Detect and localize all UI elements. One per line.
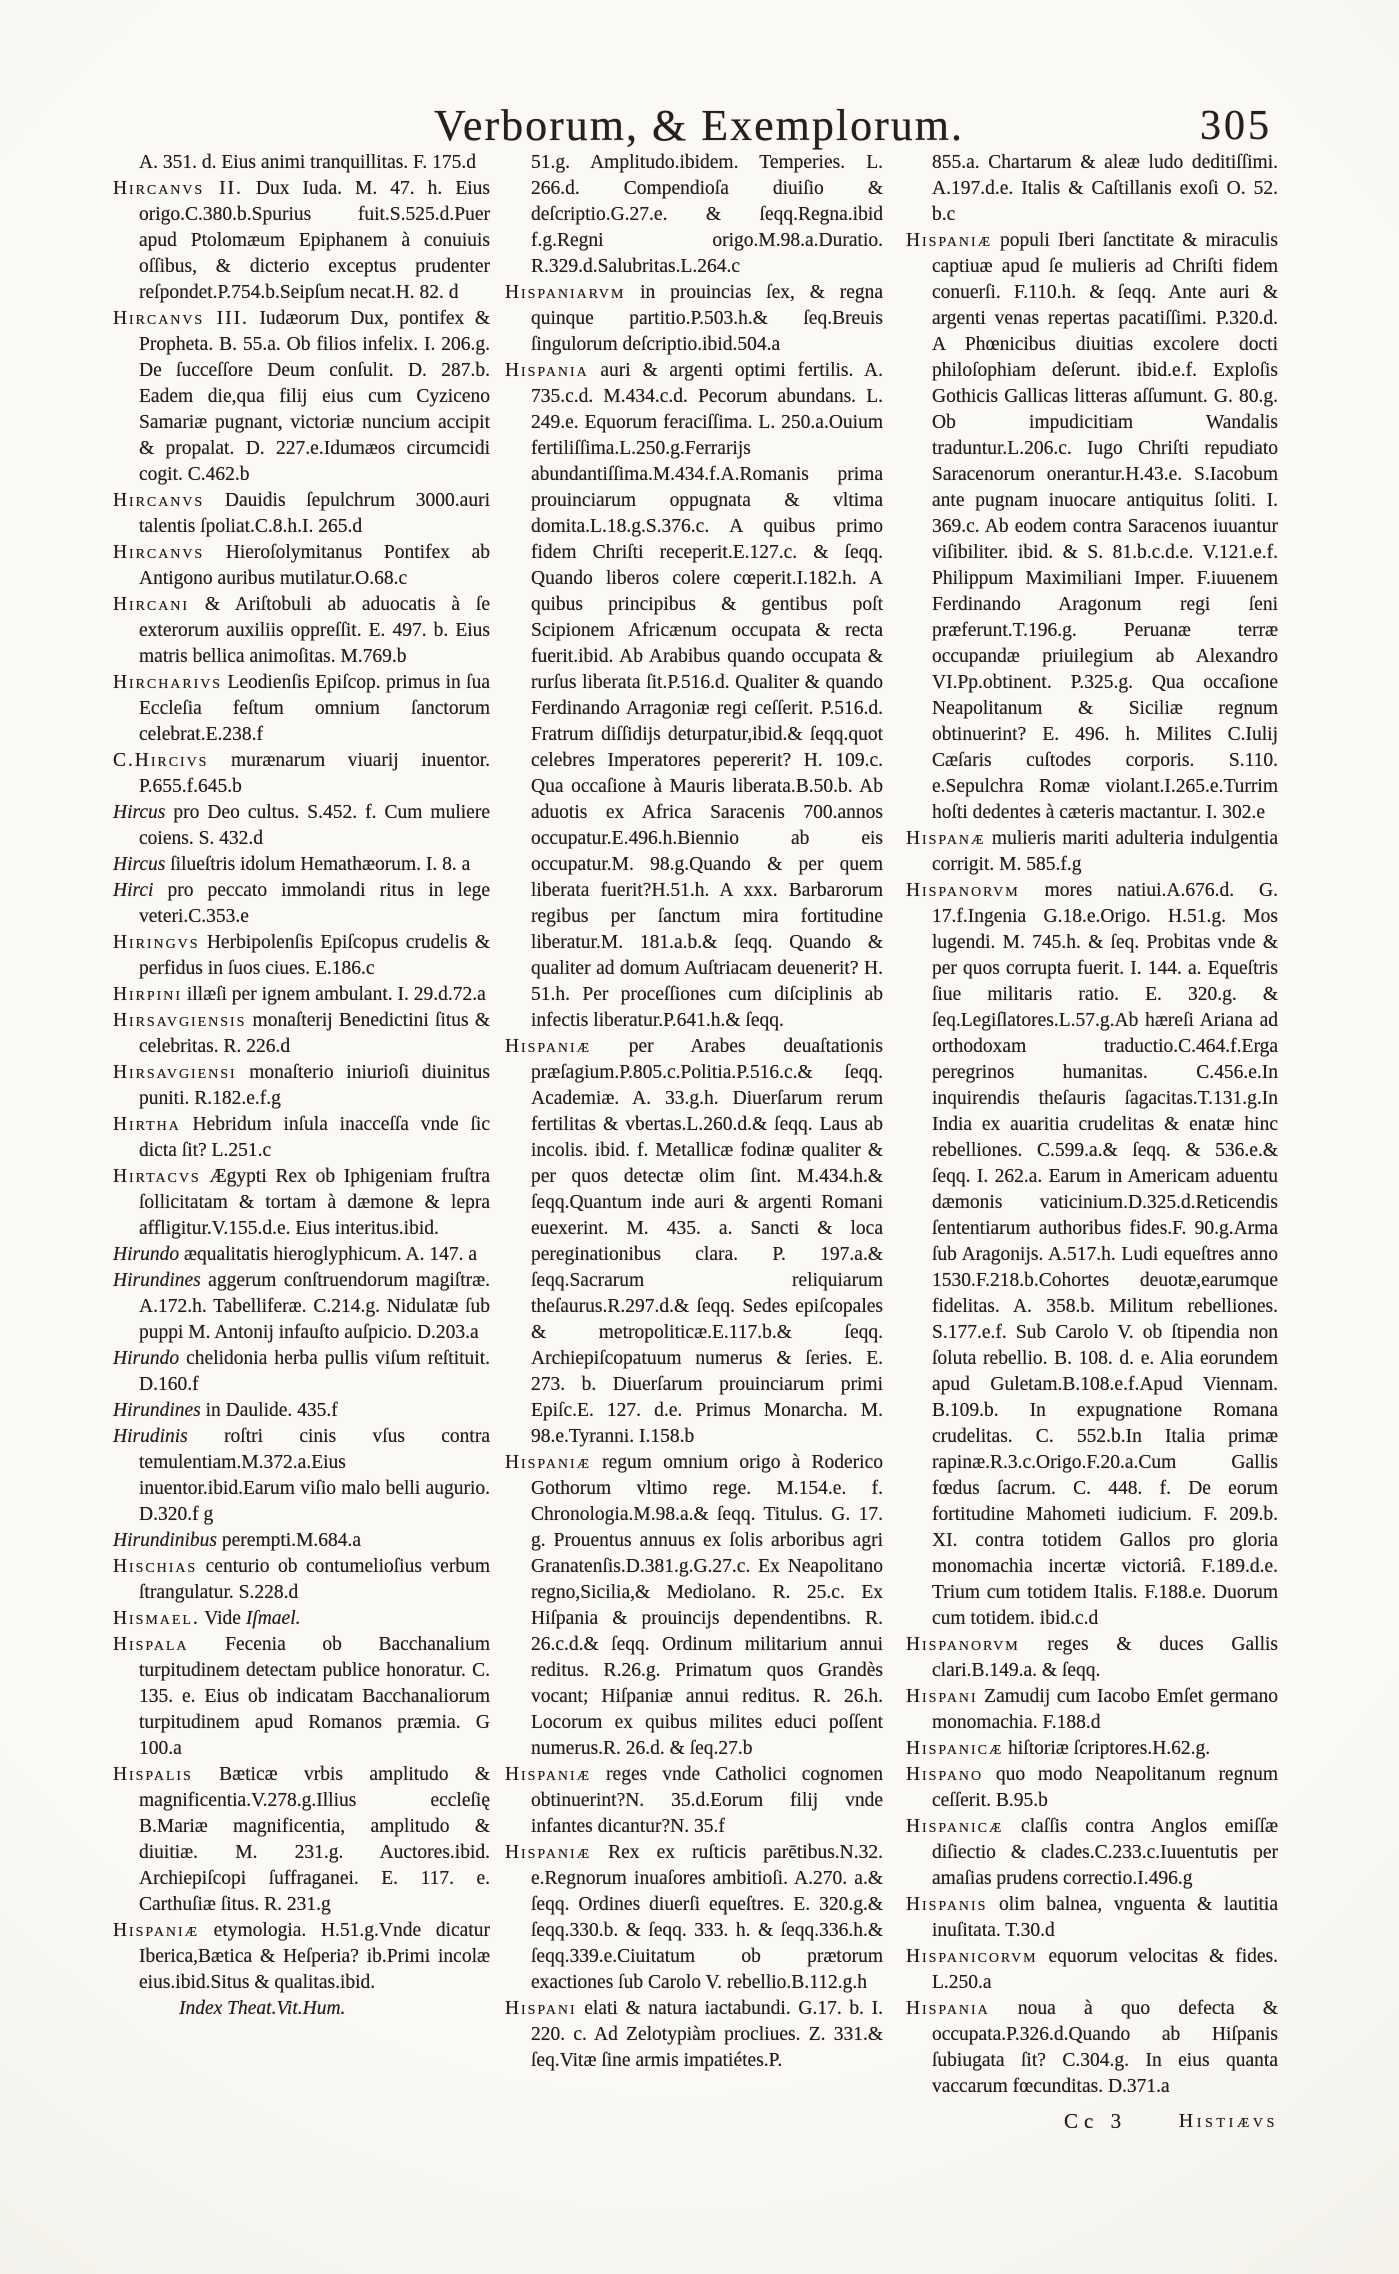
index-entry: Hispaniæ etymologia. H.51.g.Vnde dicatur Iberica,Bætica & Heſperia? ib.Primi incolæ eius.ibid.Situs & qualitas.ibid. <box>113 1920 490 1993</box>
entry-headword: Hirtacvs <box>113 1166 201 1187</box>
entry-headword: Hispanorvm <box>906 1634 1020 1655</box>
entry-headword: Hispalis <box>113 1764 193 1785</box>
index-entry: Hircus ſilueſtris idolum Hemathæorum. I. 8. a <box>113 854 471 875</box>
entry-headword: Hismael. <box>113 1608 200 1629</box>
index-entry: Hispanicæ claſſis contra Anglos emiſſæ diſiectio & clades.C.233.c.Iuuentutis per amaſias prudens correctio.I.496.g <box>906 1816 1279 1889</box>
index-entry: Hismael. Vide Iſmael. <box>113 1608 301 1629</box>
index-entry: Hispanæ mulieris mariti adulteria indulgentia corrigit. M. 585.f.g <box>906 828 1279 875</box>
signature-line: Index Theat.Vit.Hum. <box>179 1998 346 2019</box>
entry-headword: Hispanæ <box>906 828 986 849</box>
index-entry: Hispaniæ populi Iberi ſanctitate & miraculis captiuæ apud ſe mulieris ad Chriſti fidem conuerſi. F.110.h. & ſeqq. Ante auri & argenti venas repertas pacatiſſimi. P.320.d. A Phœnicibus diuitias excolere docti philoſophiam deſerunt. ibid.e.f. Exploſis Gothicis Gallicas litteras aſſumunt. G. 80.g. Ob impudicitiam Wandalis traduntur.L.206.c. Iugo Chriſti repudiato Saracenorum onerantur.H.43.e. S.Iacobum ante pugnam inuocare antiquitus ſoliti. I. 369.c. Ab eodem contra Saracenos iuuantur viſibiliter. ibid. & S. 81.b.c.d.e. V.121.e.f. Philippum Maximiliani Imper. F.iuuenem Ferdinando Aragonum regi ſeni præferunt.T.196.g. Peruanæ terræ occupandæ priuilegium ab Alexandro VI.Pp.obtinent. P.325.g. Qua occaſione Neapolitanum & Siciliæ regnum obtinuerint? E. 496. h. Milites C.Iulij Cæſaris cuſtodes corporis. S.110. e.Sepulchra Romæ violant.I.265.e.Turrim hoſti dedentes à cæteris mactantur. I. 302.e <box>906 230 1279 823</box>
entry-headword: Hirudinis <box>113 1426 188 1447</box>
index-entry: Hirtacvs Ægypti Rex ob Iphigeniam fruſtra ſollicitatam & tortam à dæmone & lepra affligitur.V.155.d.e. Eius interitus.ibid. <box>113 1166 490 1239</box>
index-entry: Hircharivs Leodienſis Epiſcop. primus in ſua Eccleſia feſtum omnium ſanctorum celebrat.E.238.f <box>113 672 490 745</box>
entry-headword: Hispania <box>906 1998 990 2019</box>
index-entry: Hispaniæ per Arabes deuaſtationis præſagium.P.805.c.Politia.P.516.c.& ſeqq. Academiæ. A. 33.g.h. Diuerſarum rerum fertilitas & vbertas.L.260.d.& ſeqq. Laus ab incolis. ibid. f. Metallicæ fodinæ qualiter & per quos detectæ olim ſint. M.434.h.& ſeqq.Quantum inde auri & argenti Romani euexerint. M. 435. a. Sancti & loca pereginationibus clara. P. 197.a.& ſeqq.Sacrarum reliquiarum theſaurus.R.297.d.& ſeqq. Sedes epiſcopales & metropoliticæ.E.117.b.& ſeqq. Archiepiſcopatuum numerus & ſeries. E. 273. b. Diuerſarum prouinciarum primi Epiſc.E. 127. d.e. Primus Monarcha. M. 98.e.Tyranni. I.158.b <box>505 1036 883 1447</box>
entry-headword: Hispala <box>113 1634 189 1655</box>
signature-mark: Cc 3 <box>1064 2109 1128 2133</box>
entry-headword: Hircus <box>113 802 166 823</box>
entry-headword: Hispaniæ <box>113 1920 199 1941</box>
index-entry: Hirundines aggerum conſtruendorum magiſtræ. A.172.h. Tabelliferæ. C.214.g. Nidulatæ ſub puppi M. Antonij infauſto auſpicio. D.203.a <box>113 1270 490 1343</box>
entry-headword: Hircanvs II. <box>113 178 243 199</box>
entry-headword: Hircharivs <box>113 672 223 693</box>
index-entry: Hischias centurio ob contumelioſius verbum ſtrangulatur. S.228.d <box>113 1556 490 1603</box>
entry-headword: Hispaniæ <box>505 1764 591 1785</box>
index-entry: Hispania auri & argenti optimi fertilis. A. 735.c.d. M.434.c.d. Pecorum abundans. L. 249.e. Equorum feraciſſima. L. 250.a.Ouium fertiliſſima.L.250.g.Ferrarijs abundantiſſima.M.434.f.A.Romanis prima prouinciarum oppugnata & vltima domita.L.18.g.S.376.c. A quibus primo fidem Chriſti receperit.E.127.c. & ſeqq. Quando liberos colere cœperit.I.182.h. A quibus principibus & gentibus poſt Scipionem Africænum occupata & recta fuerit.ibid. Ab Arabibus quando occupata & rurſus liberata ſit.P.516.d. Qualiter & quando Ferdinando Arragoniæ regi ceſſerit. P.516.d. Fratrum diſſidijs deturpatur,ibid.& ſeqq.quot celebres Imperatores pepererit? H. 109.c. Qua occaſione à Mauris liberata.B.50.b. Ab aduotis ex Africa Saracenis 700.annos occupatur.E.496.h.Biennio ab eis occupatur.M. 98.g.Quando & per quem liberata fuerit?H.51.h. A xxx. Barbarorum regibus per ſanctum mira fortitudine liberatur.M. 181.a.b.& ſeqq. Quando & qualiter ad domum Auſtriacam deuenerit? H. 51.h. Per proceſſiones cum diſciplinis ab infectis liberatur.P.641.h.& ſeqq. <box>505 360 884 1031</box>
entry-headword: Hispano <box>906 1764 984 1785</box>
entry-headword: Hispaniæ <box>505 1036 591 1057</box>
entry-headword: Hispanicæ <box>906 1816 1004 1837</box>
entry-headword: Hispaniæ <box>906 230 992 251</box>
entry-headword: Hispani <box>906 1686 978 1707</box>
index-entry: Hispano quo modo Neapolitanum regnum ceſſerit. B.95.b <box>906 1764 1279 1811</box>
page-number: 305 <box>1200 103 1272 149</box>
index-entry: Hircanvs Hieroſolymitanus Pontifex ab Antigono auribus mutilatur.O.68.c <box>113 542 491 589</box>
entry-headword: Hirundinibus <box>113 1530 218 1551</box>
entry-headword: C.Hircivs <box>113 750 209 771</box>
index-entry: Hispaniæ regum omnium origo à Roderico Gothorum vltimo rege. M.154.e. f. Chronologia.M.98.a.& ſeqq. Titulus. G. 17. g. Prouentus annuus ex ſolis arboribus agri Granatenſis.D.381.g.G.27.c. Ex Neapolitano regno,Sicilia,& Mediolano. R. 25.c. Ex Hiſpania & prouincijs dependentibns. R. 26.c.d.& ſeqq. Ordinum militarium annui reditus. R.26.g. Primatum quos Grandès vocant; Hiſpaniæ annui reditus. R. 26.h. Locorum ex quibus milites educi poſſent numerus.R. 26.d. & ſeq.27.b <box>505 1452 883 1759</box>
index-entry: Hispanorvm mores natiui.A.676.d. G. 17.f.Ingenia G.18.e.Origo. H.51.g. Mos lugendi. M. 745.h. & ſeq. Probitas vnde & per quos corrupta fuerit. I. 144. a. Equeſtris ſiue militaris ratio. E. 320.g. & ſeq.Legiſlatores.L.57.g.Ab hæreſi Ariana ad orthodoxam traductio.C.464.f.Erga peregrinos humanitas. C.456.e.In inquirendis theſauris ſagacitas.T.131.g.In India ex auaritia crudelitas & enatæ hinc rebelliones. C.599.a.& ſeqq. & 536.e.& ſeqq. I. 262.a. Earum in Americam aduentu dæmonis vaticinium.D.325.d.Reticendis ſententiarum authoribus fides.F. 90.g.Arma ſub Aragonijs. A.517.h. Ludi equeſtres anno 1530.F.218.b.Cohortes deuotæ,earumque fidelitas. A. 358.b. Militum rebelliones. S.177.e.f. Sub Carolo V. ob ſtipendia non ſoluta rebellio. B. 108. d. e. Alia eorundem apud Guletam.B.108.e.f.Apud Viennam. B.109.b. In expugnatione Romana crudelitas. C. 552.b.In Italia primæ rapinæ.R.3.c.Origo.F.20.a.Cum Gallis fœdus ſacrum. C. 448. f. De eorum fortitudine Mahometi iudicium. F. 209.b. XI. contra totidem Gallos pro gloria monomachia incertæ victoriâ. F.189.d.e. Trium cum totidem Italis. F.188.e. Duorum cum totidem. ibid.c.d <box>906 880 1278 1629</box>
index-entry: Hispanicæ hiſtoriæ ſcriptores.H.62.g. <box>906 1738 1211 1759</box>
index-entry: Hirundines in Daulide. 435.f <box>113 1400 338 1421</box>
index-entry: Hispaniæ reges vnde Catholici cognomen obtinuerint?N. 35.d.Eorum filij vnde infantes dicantur?N. 35.f <box>505 1764 884 1837</box>
index-entry: Hispaniarvm in prouincias ſex, & regna quinque partitio.P.503.h.& ſeq.Breuis ſingulorum deſcriptio.ibid.504.a <box>505 282 883 355</box>
index-entry: Hircanvs II. Dux Iuda. M. 47. h. Eius origo.C.380.b.Spurius fuit.S.525.d.Puer apud Ptolomæum Epiphanem à conuiuis oſſibus, & dicterio exceptus prudenter reſpondet.P.754.b.Seipſum necat.H. 82. d <box>113 178 490 303</box>
index-entry: C.Hircivs murænarum viuarij inuentor. P.655.f.645.b <box>113 750 491 797</box>
index-entry: Hirundo æqualitatis hieroglyphicum. A. 147. a <box>113 1244 477 1265</box>
index-entry: Hirundinibus perempti.M.684.a <box>113 1530 362 1551</box>
entry-headword: Hirsavgiensi <box>113 1062 237 1083</box>
index-entry: Hircus pro Deo cultus. S.452. f. Cum muliere coiens. S. 432.d <box>113 802 490 849</box>
entry-headword: Hirundines <box>113 1270 201 1291</box>
index-entry: Hirsavgiensi monaſterio iniurioſi diuinitus puniti. R.182.e.f.g <box>113 1062 490 1109</box>
index-entry: 51.g. Amplitudo.ibidem. Temperies. L. 266.d. Compendioſa diuiſio & deſcriptio.G.27.e. & ſeqq.Regna.ibid f.g.Regni origo.M.98.a.Duratio. R.329.d.Salubritas.L.264.c <box>531 152 883 277</box>
index-entry: Hirundo chelidonia herba pullis viſum reſtituit. D.160.f <box>113 1348 491 1395</box>
entry-headword: Hispaniarvm <box>505 282 626 303</box>
entry-headword: Hispania <box>505 360 589 381</box>
index-entry: Hircanvs III. Iudæorum Dux, pontifex & Propheta. B. 55.a. Ob filios infelix. I. 206.g. De ſucceſſore Deum conſulit. D. 287.b. Eadem die,qua filij eius cum Cyziceno Samariæ pugnant, victoriæ nuncium accipit & propalat. D. 227.e.Idumæos circumcidi cogit. C.462.b <box>113 308 490 485</box>
index-entry: Hispala Fecenia ob Bacchanalium turpitudinem detectam publice honoratur. C. 135. e. Eius ob indicatam Bacchanaliorum turpitudinem apud Romanos præmia. G 100.a <box>113 1634 491 1759</box>
entry-headword: Hispani <box>505 1998 577 2019</box>
entry-headword: Hircus <box>113 854 166 875</box>
index-entry: Hirtha Hebridum inſula inacceſſa vnde ſic dicta ſit? L.251.c <box>113 1114 490 1161</box>
running-title: Verborum, & Exemplorum. <box>434 101 964 150</box>
index-entry: Hispaniæ Rex ex ruſticis parētibus.N.32. e.Regnorum inuaſores ambitioſi. A.270. a.& ſeqq. Ordines diuerſi equeſtres. E. 320.g.& ſeqq.330.b. & ſeqq. 333. h. & ſeqq.336.h.& ſeqq.339.e.Ciuitatum ob prætorum exactiones ſub Carolo V. rebellio.B.112.g.h <box>505 1842 883 1993</box>
index-column-2 <box>505 150 883 2074</box>
catchword: Histiævs <box>1178 2110 1278 2132</box>
index-entry: Hircani & Ariſtobuli ab aduocatis à ſe exterorum auxiliis oppreſſit. E. 497. b. Eius matris bellica animoſitas. M.769.b <box>113 594 491 667</box>
entry-headword: Hirci <box>113 880 154 901</box>
cross-reference: Iſmael. <box>245 1608 301 1629</box>
entry-headword: Hispaniæ <box>505 1452 591 1473</box>
index-entry: Hispanorvm reges & duces Gallis clari.B.149.a. & ſeqq. <box>906 1634 1278 1681</box>
entry-headword: Hispanorvm <box>906 880 1020 901</box>
entry-headword: Hispanis <box>906 1894 988 1915</box>
entry-headword: Hischias <box>113 1556 198 1577</box>
entry-headword: Hirsavgiensis <box>113 1010 247 1031</box>
index-entry: Hirpini illæſi per ignem ambulant. I. 29.d.72.a <box>113 984 486 1005</box>
index-column-1 <box>113 150 490 2022</box>
entry-headword: Hirpini <box>113 984 182 1005</box>
entry-headword: Hiringvs <box>113 932 200 953</box>
index-entry: Hiringvs Herbipolenſis Epiſcopus crudelis & perfidus in ſuos ciues. E.186.c <box>113 932 490 979</box>
entry-headword: Hispaniæ <box>505 1842 591 1863</box>
entry-headword: Hirundo <box>113 1244 180 1265</box>
index-entry: Hircanvs Dauidis ſepulchrum 3000.auri talentis ſpoliat.C.8.h.I. 265.d <box>113 490 490 537</box>
entry-headword: Hircanvs <box>113 490 205 511</box>
entry-headword: Hircani <box>113 594 189 615</box>
index-entry: 855.a. Chartarum & aleæ ludo deditiſſimi. A.197.d.e. Italis & Caſtillanis exoſi O. 52. b.c <box>932 152 1278 225</box>
signature-row <box>906 2108 1278 2134</box>
entry-headword: Hirundines <box>113 1400 201 1421</box>
index-entry: Hispanis olim balnea, vnguenta & lautitia inuſitata. T.30.d <box>906 1894 1279 1941</box>
index-column-3 <box>906 150 1278 2134</box>
index-entry: Hirudinis roſtri cinis vſus contra temulentiam.M.372.a.Eius inuentor.ibid.Earum viſio malo belli augurio. D.320.f g <box>113 1426 490 1525</box>
index-entry: Hispani elati & natura iactabundi. G.17. b. I. 220. c. Ad Zelotypiàm procliues. Z. 331.& ſeq.Vitæ ſine armis impatiétes.P. <box>505 1998 884 2071</box>
index-entry: Hirsavgiensis monaſterij Benedictini ſitus & celebritas. R. 226.d <box>113 1010 491 1057</box>
index-entry: Hispanicorvm equorum velocitas & fides. L.250.a <box>906 1946 1278 1993</box>
index-entry: Hirci pro peccato immolandi ritus in lege veteri.C.353.e <box>113 880 491 927</box>
entry-headword: Hircanvs <box>113 542 205 563</box>
entry-headword: Hircanvs III. <box>113 308 249 329</box>
entry-headword: Hispanicorvm <box>906 1946 1038 1967</box>
index-entry: Hispalis Bæticæ vrbis amplitudo & magnificentia.V.278.g.Illius eccleſię B.Mariæ magnificentia, amplitudo & diuitiæ. M. 231.g. Auctores.ibid. Archiepiſcopi ſuffraganei. E. 117. e. Carthuſiæ ſitus. R. 231.g <box>113 1764 490 1915</box>
entry-headword: Hirundo <box>113 1348 180 1369</box>
entry-headword: Hirtha <box>113 1114 181 1135</box>
index-entry: Hispani Zamudij cum Iacobo Emſet germano monomachia. F.188.d <box>906 1686 1278 1733</box>
entry-headword: Hispanicæ <box>906 1738 1004 1759</box>
index-entry: Hispania noua à quo defecta & occupata.P.326.d.Quando ab Hiſpanis ſubiugata ſit? C.304.g. In eius quanta vaccarum fœcunditas. D.371.a <box>906 1998 1279 2097</box>
index-entry: A. 351. d. Eius animi tranquillitas. F. 175.d <box>139 152 476 173</box>
